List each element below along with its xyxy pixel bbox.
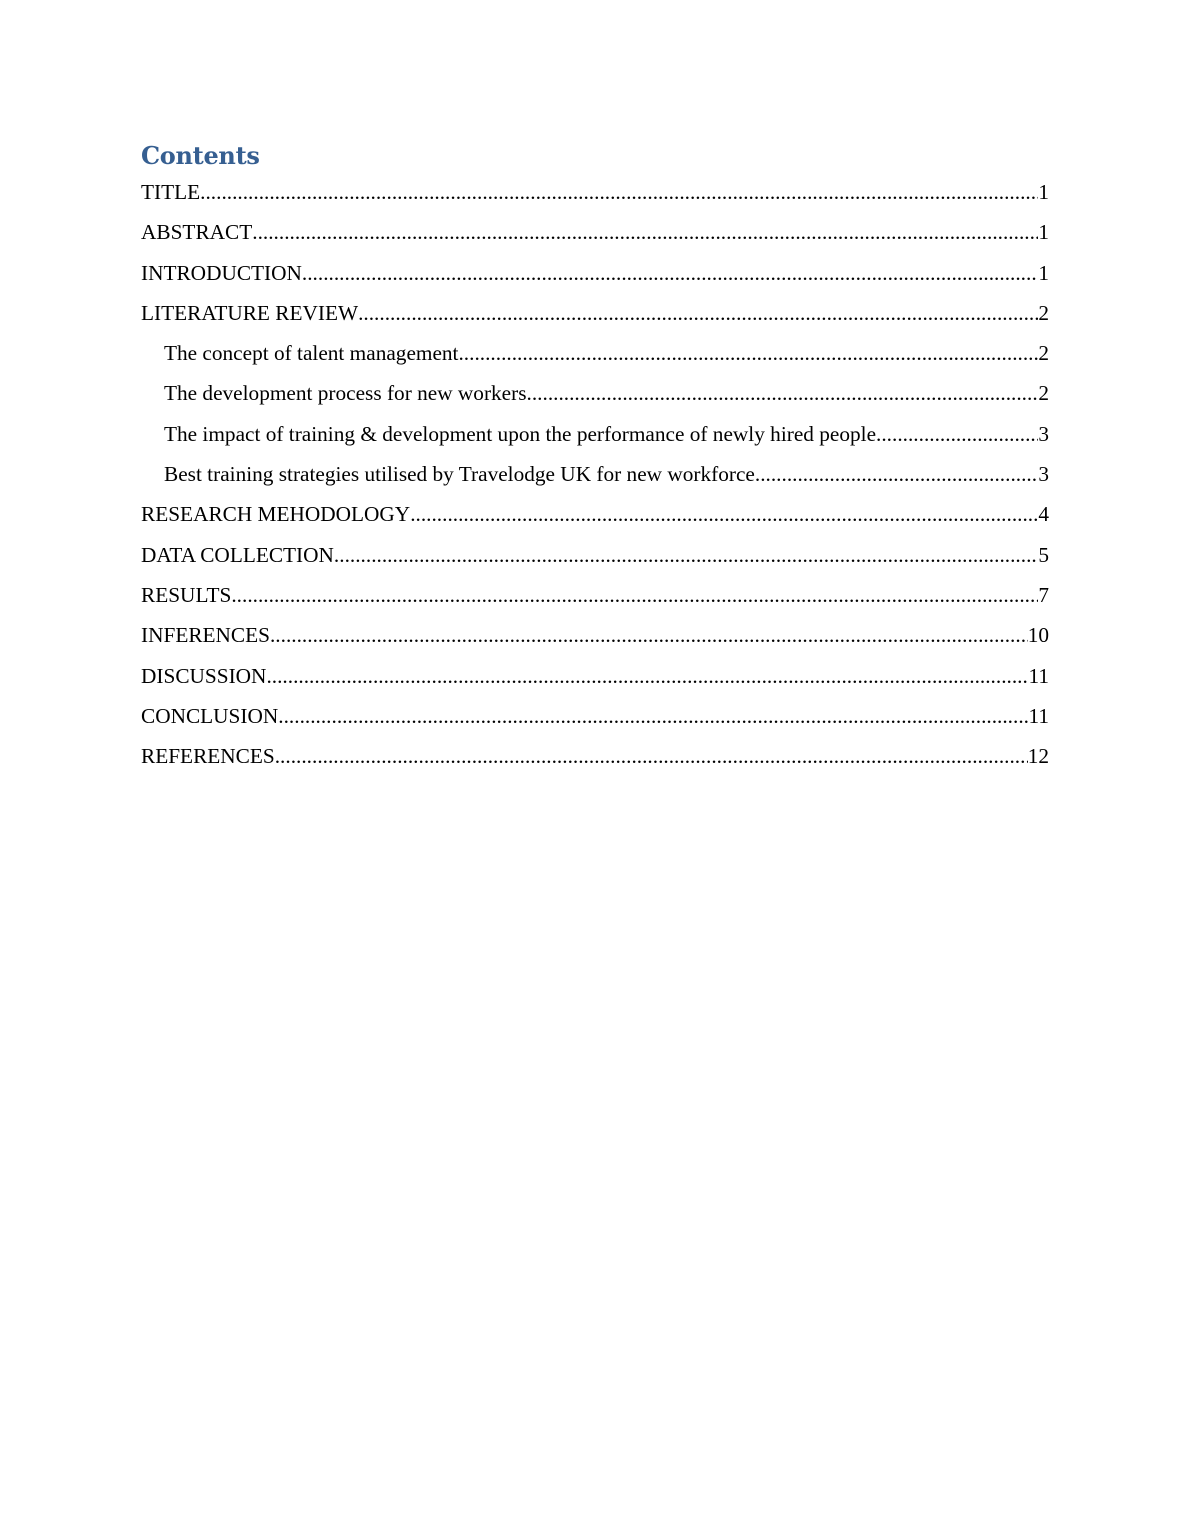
toc-dot-leader [358,295,1038,331]
toc-entry-references[interactable] [141,738,1049,778]
toc-page-number: 1 [1038,180,1049,204]
toc-dot-leader [270,617,1028,653]
toc-page-number: 3 [1038,462,1049,487]
toc-dot-leader [266,658,1028,694]
toc-page-number: 2 [1038,381,1049,406]
toc-entry-label: CONCLUSION [141,703,279,728]
toc-page-number: 5 [1038,542,1049,567]
toc-dot-leader [252,214,1038,250]
toc-entry-talent-management[interactable] [141,335,1049,375]
toc-entry-label: DATA COLLECTION [141,542,334,567]
toc-entry-label: The development process for new workers [164,381,527,406]
toc-dot-leader [302,255,1038,291]
toc-page-number: 2 [1038,341,1049,366]
toc-entry-label: RESEARCH MEHODOLOGY [141,502,411,527]
toc-page-number: 7 [1038,582,1049,607]
toc-dot-leader [231,577,1038,613]
toc-entry-label: Best training strategies utilised by Travelodge UK for new workforce [164,462,755,487]
toc-entry-label: DISCUSSION [141,663,267,688]
toc-entry-label: RESULTS [141,582,232,607]
toc-entry-training-strategies[interactable] [141,456,1049,496]
toc-page-number: 3 [1038,421,1049,446]
toc-entry-label: The concept of talent management [164,341,459,366]
toc-entry-data-collection[interactable] [141,537,1049,577]
toc-entry-development-process[interactable] [141,375,1049,415]
toc-entry-label: LITERATURE REVIEW [141,300,359,325]
toc-dot-leader [278,698,1028,734]
toc-page-number: 11 [1028,703,1049,728]
toc-dot-leader [527,375,1039,411]
toc-page-number: 11 [1028,663,1049,688]
toc-entry-conclusion[interactable] [141,698,1049,738]
toc-entry-research-methodology[interactable] [141,496,1049,536]
table-of-contents [141,138,1049,778]
toc-dot-leader [334,537,1038,573]
toc-entry-label: ABSTRACT [141,220,253,245]
toc-page-number: 4 [1038,502,1049,527]
toc-dot-leader [876,416,1038,452]
toc-entry-discussion[interactable] [141,658,1049,698]
toc-entry-label: TITLE [141,180,201,204]
toc-list [141,174,1049,778]
toc-entry-training-impact[interactable] [141,416,1049,456]
toc-dot-leader [275,738,1028,774]
toc-entry-label: INFERENCES [141,623,270,648]
toc-entry-label: INTRODUCTION [141,260,302,285]
toc-entry-title[interactable] [141,174,1049,214]
toc-dot-leader [200,174,1038,210]
toc-entry-label: REFERENCES [141,744,275,769]
toc-entry-results[interactable] [141,577,1049,617]
toc-page-number: 1 [1038,220,1049,245]
toc-page-number: 1 [1038,260,1049,285]
toc-dot-leader [755,456,1038,492]
toc-heading: Contents [141,141,260,170]
toc-page-number: 10 [1027,623,1049,648]
toc-dot-leader [410,496,1038,532]
toc-entry-abstract[interactable] [141,214,1049,254]
toc-dot-leader [458,335,1038,371]
toc-entry-label: The impact of training & development upon the performance of newly hired people [164,421,877,446]
toc-entry-literature-review[interactable] [141,295,1049,335]
toc-page-number: 2 [1038,300,1049,325]
toc-page-number: 12 [1027,744,1049,769]
toc-entry-inferences[interactable] [141,617,1049,657]
toc-entry-introduction[interactable] [141,255,1049,295]
